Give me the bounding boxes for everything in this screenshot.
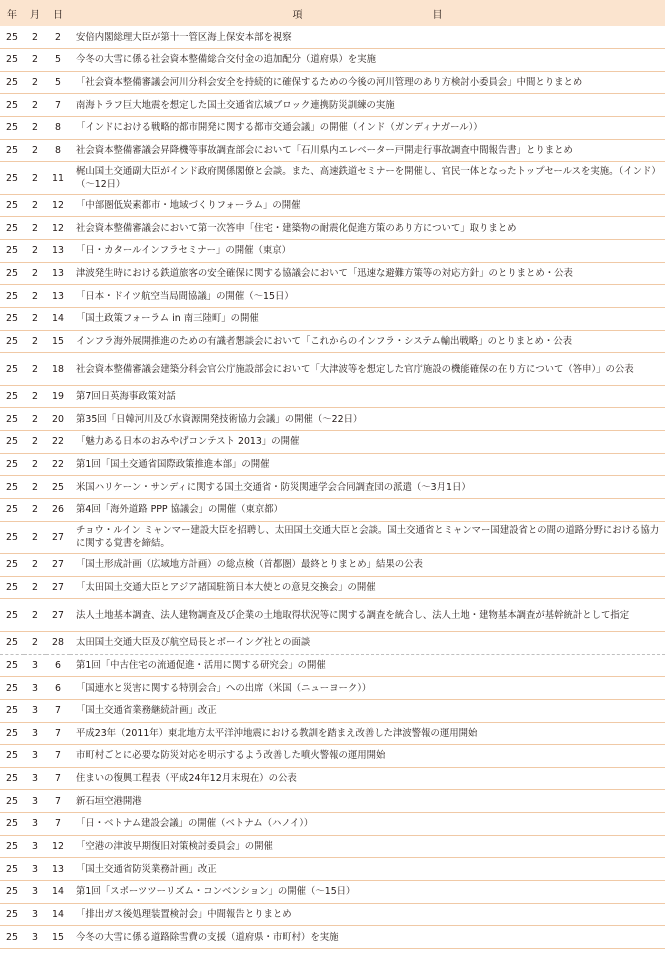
item-cell: 社会資本整備審議会建築分科会官公庁施設部会において「大津波等を想定した官庁施設の機能確保の在り方について（答申）」の公表 [70, 353, 665, 386]
header-day: 日 [46, 0, 70, 26]
item-cell: 「中部圏低炭素都市・地域づくりフォーラム」の開催 [70, 194, 665, 217]
year-cell: 25 [0, 26, 24, 49]
item-cell: 「日・ベトナム建設会議」の開催（ベトナム（ハノイ）） [70, 813, 665, 836]
item-cell: 第1回「スポーツツーリズム・コンベンション」の開催（〜15日） [70, 881, 665, 904]
year-cell: 25 [0, 262, 24, 285]
year-cell: 25 [0, 745, 24, 768]
day-cell: 12 [46, 835, 70, 858]
item-cell: 第1回「国土交通省国際政策推進本部」の開催 [70, 453, 665, 476]
table-row [0, 139, 665, 162]
month-cell: 2 [24, 521, 46, 554]
day-cell: 25 [46, 476, 70, 499]
month-cell: 2 [24, 431, 46, 454]
month-cell: 2 [24, 499, 46, 522]
month-cell: 2 [24, 71, 46, 94]
day-cell: 20 [46, 408, 70, 431]
day-cell: 13 [46, 240, 70, 263]
year-cell: 25 [0, 699, 24, 722]
table-row [0, 521, 665, 554]
month-cell: 2 [24, 385, 46, 408]
month-cell: 3 [24, 767, 46, 790]
item-cell: 「空港の津波早期復旧対策検討委員会」の開催 [70, 835, 665, 858]
year-cell: 25 [0, 576, 24, 599]
item-cell: 住まいの復興工程表（平成24年12月末現在）の公表 [70, 767, 665, 790]
day-cell: 7 [46, 94, 70, 117]
month-cell: 2 [24, 599, 46, 632]
year-cell: 25 [0, 353, 24, 386]
item-cell: 第4回「海外道路 PPP 協議会」の開催（東京都） [70, 499, 665, 522]
item-cell: 今冬の大雪に係る道路除雪費の支援（道府県・市町村）を実施 [70, 926, 665, 949]
month-cell: 2 [24, 117, 46, 140]
day-cell: 7 [46, 745, 70, 768]
table-row [0, 308, 665, 331]
item-cell: 第1回「中古住宅の流通促進・活用に関する研究会」の開催 [70, 654, 665, 677]
month-cell: 2 [24, 49, 46, 72]
year-cell: 25 [0, 385, 24, 408]
day-cell: 5 [46, 49, 70, 72]
day-cell: 11 [46, 162, 70, 195]
day-cell: 18 [46, 353, 70, 386]
year-cell: 25 [0, 858, 24, 881]
table-row [0, 767, 665, 790]
month-cell: 3 [24, 790, 46, 813]
day-cell: 19 [46, 385, 70, 408]
year-cell: 25 [0, 499, 24, 522]
day-cell: 13 [46, 285, 70, 308]
month-cell: 2 [24, 240, 46, 263]
item-cell: 梶山国土交通副大臣がインド政府関係閣僚と会談。また、高速鉄道セミナーを開催し、官民一体となったトップセールスを実施。（インド）（〜12日） [70, 162, 665, 195]
year-cell: 25 [0, 330, 24, 353]
year-cell: 25 [0, 631, 24, 654]
item-cell: 「日本・ドイツ航空当局間協議」の開催（〜15日） [70, 285, 665, 308]
table-row [0, 330, 665, 353]
day-cell: 14 [46, 308, 70, 331]
day-cell: 2 [46, 26, 70, 49]
table-row [0, 677, 665, 700]
item-cell: 「国連水と災害に関する特別会合」への出席（米国（ニューヨーク）） [70, 677, 665, 700]
day-cell: 28 [46, 631, 70, 654]
table-row [0, 49, 665, 72]
month-cell: 2 [24, 330, 46, 353]
day-cell: 13 [46, 858, 70, 881]
table-row [0, 476, 665, 499]
month-cell: 3 [24, 722, 46, 745]
day-cell: 5 [46, 71, 70, 94]
table-row [0, 745, 665, 768]
item-cell: 市町村ごとに必要な防災対応を明示するよう改善した噴火警報の運用開始 [70, 745, 665, 768]
month-cell: 2 [24, 162, 46, 195]
table-row [0, 926, 665, 949]
day-cell: 22 [46, 453, 70, 476]
item-cell: 「排出ガス後処理装置検討会」中間報告とりまとめ [70, 903, 665, 926]
year-cell: 25 [0, 71, 24, 94]
table-row [0, 71, 665, 94]
item-cell: 第35回「日韓河川及び水資源開発技術協力会議」の開催（〜22日） [70, 408, 665, 431]
day-cell: 14 [46, 903, 70, 926]
year-cell: 25 [0, 813, 24, 836]
item-cell: 「国土交通省業務継続計画」改正 [70, 699, 665, 722]
table-row [0, 790, 665, 813]
month-cell: 3 [24, 881, 46, 904]
month-cell: 2 [24, 262, 46, 285]
item-cell: 今冬の大雪に係る社会資本整備総合交付金の追加配分（道府県）を実施 [70, 49, 665, 72]
year-cell: 25 [0, 408, 24, 431]
table-row [0, 881, 665, 904]
month-cell: 2 [24, 476, 46, 499]
year-cell: 25 [0, 94, 24, 117]
year-cell: 25 [0, 49, 24, 72]
table-row [0, 240, 665, 263]
table-row [0, 453, 665, 476]
month-cell: 2 [24, 139, 46, 162]
year-cell: 25 [0, 835, 24, 858]
item-cell: 「国土形成計画（広域地方計画）の総点検（首都圏）最終とりまとめ」結果の公表 [70, 554, 665, 577]
day-cell: 27 [46, 521, 70, 554]
month-cell: 3 [24, 813, 46, 836]
header-month: 月 [24, 0, 46, 26]
month-cell: 3 [24, 903, 46, 926]
day-cell: 13 [46, 262, 70, 285]
item-cell: 安倍内閣総理大臣が第十一管区海上保安本部を視察 [70, 26, 665, 49]
item-cell: 津波発生時における鉄道旅客の安全確保に関する協議会において「迅速な避難方策等の対応方針」のとりまとめ・公表 [70, 262, 665, 285]
table-row [0, 813, 665, 836]
year-cell: 25 [0, 217, 24, 240]
day-cell: 12 [46, 194, 70, 217]
month-cell: 2 [24, 408, 46, 431]
year-cell: 25 [0, 903, 24, 926]
year-cell: 25 [0, 476, 24, 499]
table-row [0, 576, 665, 599]
year-cell: 25 [0, 554, 24, 577]
table-row [0, 408, 665, 431]
item-cell: 第7回日英海事政策対話 [70, 385, 665, 408]
year-cell: 25 [0, 285, 24, 308]
item-cell: 「国土政策フォーラム in 南三陸町」の開催 [70, 308, 665, 331]
table-row [0, 699, 665, 722]
table-row [0, 431, 665, 454]
table-row [0, 599, 665, 632]
month-cell: 2 [24, 453, 46, 476]
year-cell: 25 [0, 117, 24, 140]
item-cell: 法人土地基本調査、法人建物調査及び企業の土地取得状況等に関する調査を統合し、法人土地・建物基本調査が基幹統計として指定 [70, 599, 665, 632]
table-row [0, 385, 665, 408]
year-cell: 25 [0, 240, 24, 263]
day-cell: 7 [46, 767, 70, 790]
table-body [0, 26, 665, 948]
month-cell: 2 [24, 353, 46, 386]
item-cell: 南海トラフ巨大地震を想定した国土交通省広域ブロック連携防災訓練の実施 [70, 94, 665, 117]
month-cell: 2 [24, 576, 46, 599]
item-cell: 「国土交通省防災業務計画」改正 [70, 858, 665, 881]
month-cell: 2 [24, 94, 46, 117]
table-row [0, 26, 665, 49]
day-cell: 7 [46, 813, 70, 836]
item-cell: 新石垣空港開港 [70, 790, 665, 813]
year-cell: 25 [0, 677, 24, 700]
table-row [0, 94, 665, 117]
day-cell: 27 [46, 576, 70, 599]
year-cell: 25 [0, 139, 24, 162]
year-cell: 25 [0, 881, 24, 904]
month-cell: 3 [24, 699, 46, 722]
year-cell: 25 [0, 308, 24, 331]
day-cell: 7 [46, 790, 70, 813]
month-cell: 2 [24, 285, 46, 308]
month-cell: 3 [24, 745, 46, 768]
month-cell: 3 [24, 677, 46, 700]
item-cell: 太田国土交通大臣及び航空局長とボーイング社との面談 [70, 631, 665, 654]
item-cell: 米国ハリケーン・サンディに関する国土交通省・防災関連学会合同調査団の派遣（〜3月1日） [70, 476, 665, 499]
year-cell: 25 [0, 767, 24, 790]
year-cell: 25 [0, 654, 24, 677]
day-cell: 6 [46, 677, 70, 700]
table-row [0, 631, 665, 654]
month-cell: 2 [24, 217, 46, 240]
table-row [0, 499, 665, 522]
year-cell: 25 [0, 194, 24, 217]
table-row [0, 835, 665, 858]
day-cell: 27 [46, 599, 70, 632]
table-row [0, 194, 665, 217]
table-header [0, 0, 665, 26]
table-row [0, 903, 665, 926]
item-cell: チョウ・ルイン ミャンマー建設大臣を招聘し、太田国土交通大臣と会談。国土交通省とミャンマー国建設省との間の道路分野における協力に関する覚書を締結。 [70, 521, 665, 554]
year-cell: 25 [0, 162, 24, 195]
table-row [0, 353, 665, 386]
month-cell: 2 [24, 554, 46, 577]
month-cell: 3 [24, 654, 46, 677]
year-cell: 25 [0, 521, 24, 554]
table-row [0, 285, 665, 308]
table-row [0, 217, 665, 240]
item-cell: インフラ海外展開推進のための有識者懇談会において「これからのインフラ・システム輸出戦略」のとりまとめ・公表 [70, 330, 665, 353]
item-cell: 「太田国土交通大臣とアジア諸国駐箚日本大使との意見交換会」の開催 [70, 576, 665, 599]
item-cell: 平成23年（2011年）東北地方太平洋沖地震における教訓を踏まえ改善した津波警報の運用開始 [70, 722, 665, 745]
month-cell: 3 [24, 858, 46, 881]
header-year: 年 [0, 0, 24, 26]
year-cell: 25 [0, 790, 24, 813]
day-cell: 12 [46, 217, 70, 240]
day-cell: 7 [46, 722, 70, 745]
year-cell: 25 [0, 926, 24, 949]
month-cell: 3 [24, 835, 46, 858]
day-cell: 22 [46, 431, 70, 454]
table-row [0, 858, 665, 881]
item-cell: 「魅力ある日本のおみやげコンテスト 2013」の開催 [70, 431, 665, 454]
item-cell: 社会資本整備審議会昇降機等事故調査部会において「石川県内エレベーター戸開走行事故調査中間報告書」とりまとめ [70, 139, 665, 162]
day-cell: 7 [46, 699, 70, 722]
day-cell: 27 [46, 554, 70, 577]
item-cell: 社会資本整備審議会において第一次答申「住宅・建築物の耐震化促進方策のあり方について」取りまとめ [70, 217, 665, 240]
day-cell: 8 [46, 117, 70, 140]
day-cell: 6 [46, 654, 70, 677]
day-cell: 14 [46, 881, 70, 904]
table-row [0, 554, 665, 577]
year-cell: 25 [0, 453, 24, 476]
item-cell: 「インドにおける戦略的都市開発に関する都市交通会議」の開催（インド（ガンディナガール）） [70, 117, 665, 140]
header-item: 項 目 [70, 0, 665, 26]
month-cell: 2 [24, 194, 46, 217]
day-cell: 8 [46, 139, 70, 162]
day-cell: 15 [46, 926, 70, 949]
day-cell: 15 [46, 330, 70, 353]
table-row [0, 262, 665, 285]
table-row [0, 722, 665, 745]
year-cell: 25 [0, 431, 24, 454]
year-cell: 25 [0, 599, 24, 632]
month-cell: 2 [24, 308, 46, 331]
day-cell: 26 [46, 499, 70, 522]
table-row [0, 162, 665, 195]
month-cell: 2 [24, 631, 46, 654]
table-row [0, 117, 665, 140]
item-cell: 「社会資本整備審議会河川分科会安全を持続的に確保するための今後の河川管理のあり方検討小委員会」中間とりまとめ [70, 71, 665, 94]
item-cell: 「日・カタールインフラセミナー」の開催（東京） [70, 240, 665, 263]
month-cell: 2 [24, 26, 46, 49]
table-row [0, 654, 665, 677]
month-cell: 3 [24, 926, 46, 949]
year-cell: 25 [0, 722, 24, 745]
